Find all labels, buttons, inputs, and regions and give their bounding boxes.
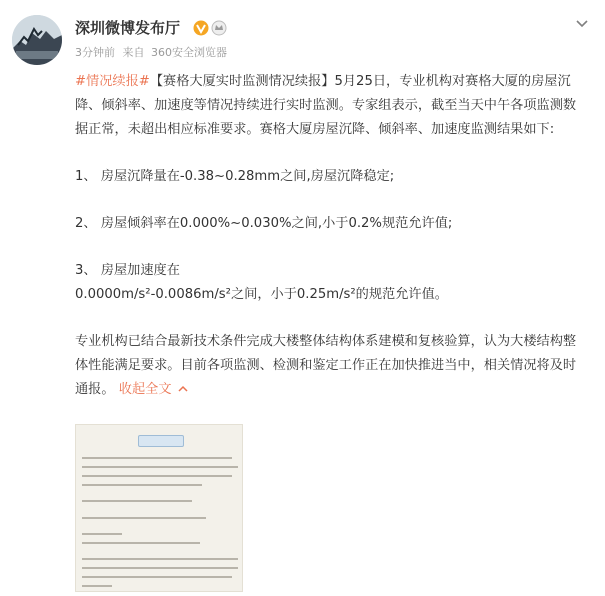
thumbnail-text-line [82, 484, 202, 486]
thumbnail-text-line [82, 585, 112, 587]
thumbnail-text-line [82, 533, 122, 535]
client-name[interactable]: 360安全浏览器 [151, 46, 227, 59]
thumbnail-text-line [82, 558, 238, 560]
chevron-down-icon[interactable] [575, 16, 589, 30]
post-image-thumbnail[interactable] [75, 424, 243, 592]
result-item-3-line-2: 0.0000m/s²-0.0086m/s²之间，小于0.25m/s²的规范允许值。 [75, 287, 448, 302]
collapse-button[interactable] [119, 382, 188, 397]
thumbnail-text-line [82, 475, 232, 477]
thumbnail-header-button [138, 435, 184, 447]
post-meta [75, 45, 227, 61]
result-item-3 [75, 259, 587, 307]
result-item-1: 1、 房屋沉降量在-0.38~0.28mm之间,房屋沉降稳定; [75, 169, 395, 184]
avatar[interactable] [12, 15, 62, 65]
post-content [75, 70, 587, 402]
result-item-2: 2、 房屋倾斜率在0.000%~0.030%之间,小于0.2%规范允许值; [75, 216, 453, 231]
collapse-label: 收起全文 [118, 382, 172, 397]
thumbnail-text-line [82, 542, 200, 544]
post-paragraph-1 [75, 70, 587, 142]
from-label: 来自 [122, 46, 145, 59]
thumbnail-text-line [82, 567, 238, 569]
thumbnail-text-line [82, 457, 232, 459]
chevron-up-icon [178, 384, 188, 394]
author-name[interactable]: 深圳微博发布厅 [75, 19, 181, 37]
thumbnail-text-line [82, 466, 238, 468]
post-time[interactable]: 3分钟前 [75, 46, 115, 59]
vip-member-icon[interactable] [211, 20, 227, 36]
closing-text: 专业机构已结合最新技术条件完成大楼整体结构体系建模和复核验算，认为大楼结构整体性能满足要求。目前各项监测、检测和鉴定工作正在加快推进当中，相关情况将及时通报。 [75, 334, 577, 397]
headline-text: 【赛格大厦实时监测情况续报】5月25日，专业机构对赛格大厦的房屋沉降、倾斜率、加速度等情况持续进行实时监测。专家组表示，截至当天中午各项监测数据正常，未超出相应标准要求。赛格大厦房屋沉降、倾斜率、加速度监测结果如下: [75, 74, 577, 137]
verified-badge-icon [193, 20, 209, 36]
thumbnail-text-line [82, 576, 232, 578]
result-item-3-line-1: 3、 房屋加速度在 [75, 263, 180, 278]
thumbnail-text-line [82, 517, 206, 519]
thumbnail-text-line [82, 500, 192, 502]
post-paragraph-closing [75, 330, 587, 402]
topic-link[interactable]: #情况续报# [75, 74, 150, 89]
